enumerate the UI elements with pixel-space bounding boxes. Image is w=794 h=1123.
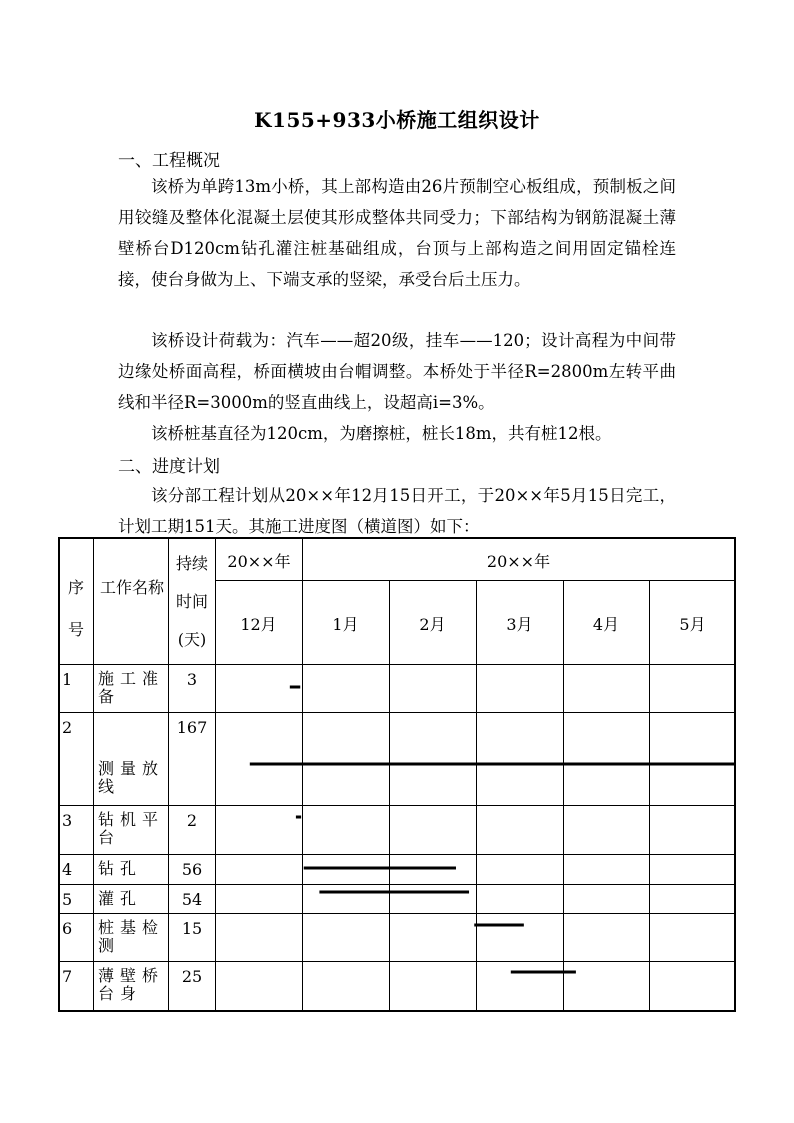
header-task-name: 工作名称 [100,578,165,597]
gantt-table [58,537,736,1012]
month-header: 12月 [240,615,277,634]
month-header: 1月 [332,615,359,634]
row-duration: 3 [186,670,198,689]
page-title: K155+933小桥施工组织设计 [254,108,540,132]
row-duration: 25 [181,967,203,986]
header-year-2: 20××年 [486,552,551,571]
header-year-1: 20××年 [227,552,291,571]
month-header: 2月 [419,615,446,634]
paragraph-schedule: 该分部工程计划从20××年12月15日开工，于20××年5月15日完工，计划工期151天。其施工进度图（横道图）如下： [118,486,676,536]
row-task-name: 灌孔 [98,889,143,908]
month-header: 5月 [679,615,706,634]
month-header: 4月 [592,615,620,634]
row-task-name: 桩基检测 [98,918,165,955]
row-duration: 15 [181,919,203,938]
paragraph-loads: 该桥设计荷载为：汽车——超20级，挂车——120；设计高程为中间带边缘处桥面高程，桥面横坡由台帽调整。本桥处于半径R=2800m左转平曲线和半径R=3000m的竖直曲线上，设超高i=3%。 [118,331,676,412]
gantt-bars [58,537,736,1012]
row-duration: 54 [181,890,203,909]
paragraph-piles: 该桥桩基直径为120cm，为磨擦桩，桩长18m，共有桩12根。 [151,424,612,443]
header-index: 序号 [67,578,84,639]
row-index: 1 [62,670,73,689]
row-index: 3 [62,811,73,830]
header-duration: 持续时间(天) [175,554,208,649]
row-task-name: 测量放线 [98,759,165,796]
section-heading-schedule: 二、进度计划 [118,457,220,477]
row-index: 5 [62,890,73,909]
row-duration: 56 [181,860,203,879]
row-task-name: 薄壁桥台身 [98,966,165,1003]
row-task-name: 钻机平台 [98,810,165,847]
paragraph-overview: 该桥为单跨13m小桥，其上部构造由26片预制空心板组成，预制板之间用铰缝及整体化混凝土层使其形成整体共同受力；下部结构为钢筋混凝土薄壁桥台D120cm钻孔灌注桩基础组成，台顶与上部构造之间用固定锚栓连接，使台身做为上、下端支承的竖梁，承受台后土压力。 [118,177,676,289]
row-task-name: 施工准备 [98,669,165,706]
row-index: 4 [62,860,73,879]
row-index: 2 [62,718,73,737]
row-duration: 2 [186,811,198,830]
row-index: 6 [62,919,73,938]
month-header: 3月 [506,615,533,634]
section-heading-overview: 一、工程概况 [118,151,220,171]
row-duration: 167 [176,718,208,737]
row-index: 7 [62,967,73,986]
row-task-name: 钻孔 [98,859,143,878]
